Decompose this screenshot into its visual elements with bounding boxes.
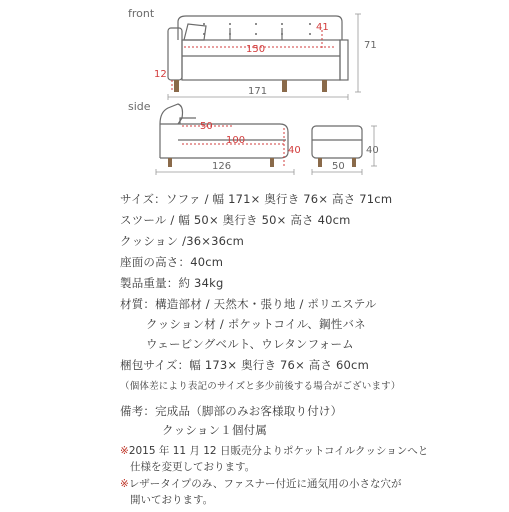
side-view-label: side: [128, 100, 151, 113]
side-total-depth-dim: 126: [212, 161, 232, 172]
side-view-sofa: [160, 104, 288, 158]
front-view-label: front: [128, 7, 155, 20]
note-2-text-1: レザータイプのみ、ファスナー付近に通気用の小さな穴が: [128, 478, 402, 490]
spec-weight: 製品重量：約 34kg: [120, 276, 224, 290]
spec-remarks-1: 備考：完成品（脚部のみお客様取り付け）: [120, 404, 343, 418]
side-depth-inner-dim: 100: [226, 135, 246, 146]
spec-material-3: ウェービングベルト、ウレタンフォーム: [146, 337, 354, 351]
side-seat-depth-dim: 50: [200, 121, 213, 132]
note-1-line-1: [120, 443, 428, 458]
stool-width-dim: 50: [332, 161, 345, 172]
front-total-height-dim: 71: [364, 40, 377, 51]
stool-height-dim: 40: [366, 145, 379, 156]
note-2-line-2: [130, 492, 213, 507]
front-view-buttons: [203, 23, 311, 35]
front-seat-width-dim: 150: [246, 44, 266, 55]
spec-stool: スツール / 幅 50× 奥行き 50× 高さ 40cm: [120, 213, 351, 227]
spec-package: 梱包サイズ：幅 173× 奥行き 76× 高さ 60cm: [120, 358, 369, 372]
spec-material-2: クッション材 / ポケットコイル、鋼性バネ: [146, 317, 366, 331]
front-total-width-dim: 171: [248, 86, 268, 97]
spec-remarks-2: クッション１個付属: [162, 423, 268, 437]
note-2-text-2: 開いております。: [130, 494, 214, 506]
front-leg-height-dim: 12: [154, 69, 167, 80]
spec-seat-height: 座面の高さ：40cm: [120, 255, 224, 269]
front-view-red-dims: [172, 30, 336, 92]
spec-cushion: クッション /36×36cm: [120, 234, 245, 248]
sofa-dimension-diagram: [0, 0, 509, 180]
front-arm-height-dim: 41: [316, 22, 329, 33]
note-2-line-1: [120, 476, 402, 491]
spec-size: サイズ：ソファ / 幅 171× 奥行き 76× 高さ 71cm: [120, 192, 393, 206]
spec-package-note: （個体差により表記のサイズと多少前後する場合がございます）: [120, 381, 401, 392]
spec-material-1: 材質：構造部材 / 天然木・張り地 / ポリエステル: [120, 297, 377, 311]
note-1-line-2: [130, 459, 255, 474]
side-seat-height-dim: 40: [288, 145, 301, 156]
note-2-mark: ※: [120, 478, 129, 490]
note-1-text-2: 仕様を変更しております。: [130, 461, 256, 473]
note-1-mark: ※: [120, 445, 129, 457]
note-1-text-1: 2015 年 11 月 12 日販売分よりポケットコイルクッションへと: [128, 445, 429, 457]
stool: [312, 126, 362, 158]
